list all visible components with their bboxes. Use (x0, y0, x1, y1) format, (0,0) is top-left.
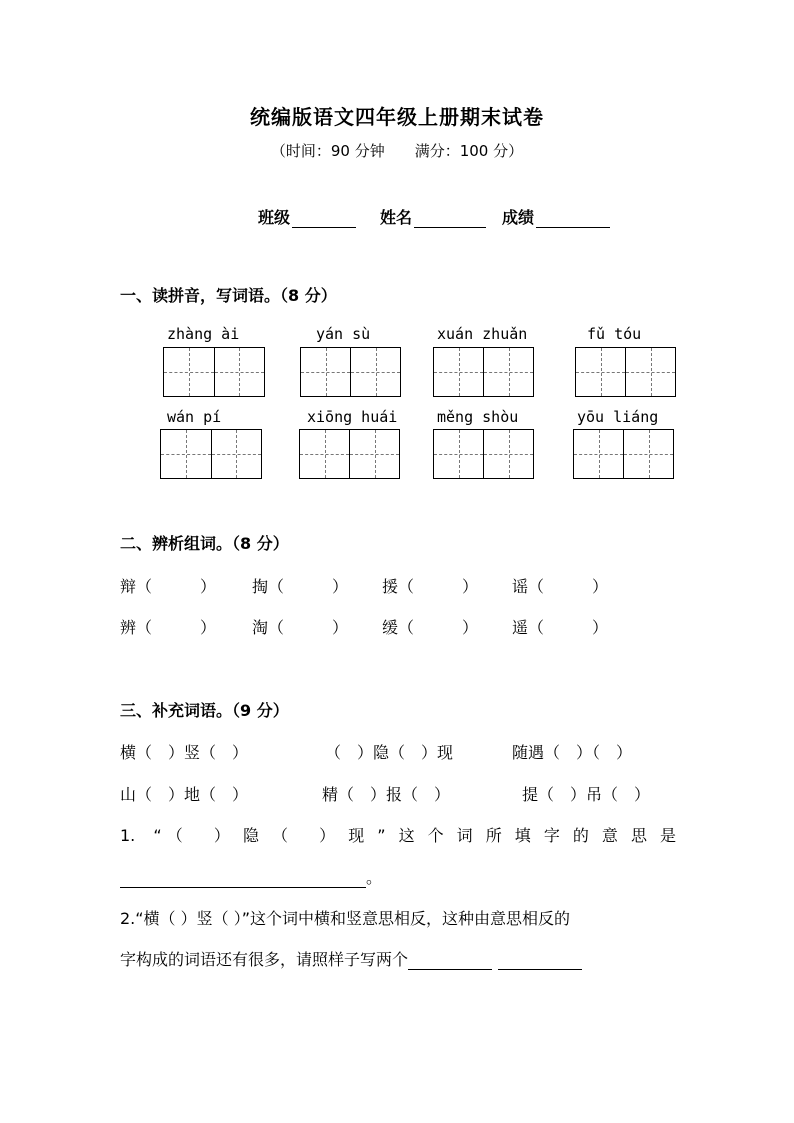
word-pair-item[interactable]: 辨（ ） (120, 618, 217, 637)
answer-blank[interactable] (408, 951, 492, 970)
writing-grid[interactable] (160, 429, 262, 479)
writing-grid[interactable] (573, 429, 674, 479)
pinyin-label: wán pí (167, 408, 222, 426)
writing-grid[interactable] (575, 347, 676, 397)
question-2-prompt: 字构成的词语还有很多，请照样子写两个 (120, 950, 409, 969)
name-field (380, 205, 486, 228)
pinyin-label: yōu liáng (577, 408, 659, 426)
pinyin-label: yán sù (316, 325, 371, 343)
answer-blank[interactable] (498, 951, 582, 970)
idiom-fill-item[interactable]: 精（ ）报（ ） (322, 785, 451, 804)
pinyin-label: xiōng huái (307, 408, 398, 426)
word-pair-item[interactable]: 援（ ） (382, 577, 479, 596)
section3-heading: 三、补充词语。（9 分） (120, 701, 289, 720)
writing-grid[interactable] (163, 347, 265, 397)
pinyin-label: měng shòu (437, 408, 519, 426)
idiom-fill-item[interactable]: 横（ ）竖（ ） (120, 743, 249, 762)
word-pair-item[interactable]: 辩（ ） (120, 577, 217, 596)
question-1-answer (120, 865, 382, 888)
word-pair-item[interactable]: 淘（ ） (252, 618, 349, 637)
answer-blank[interactable] (120, 869, 366, 888)
class-blank[interactable] (292, 209, 356, 228)
exam-subtitle: （时间：90 分钟 满分：100 分） (270, 142, 524, 160)
class-label: 班级 (258, 208, 291, 227)
pinyin-label: zhàng ài (167, 325, 240, 343)
word-pair-item[interactable]: 缓（ ） (382, 618, 479, 637)
name-blank[interactable] (414, 209, 486, 228)
writing-grid[interactable] (433, 429, 534, 479)
name-label: 姓名 (380, 208, 413, 227)
question-2-text (120, 947, 582, 970)
section2-heading: 二、辨析组词。（8 分） (120, 534, 289, 553)
score-field (502, 205, 610, 228)
idiom-fill-item[interactable]: （ ）隐（ ）现 (325, 743, 454, 762)
pinyin-label: fǔ tóu (587, 325, 642, 343)
pinyin-label: xuán zhuǎn (437, 325, 528, 343)
writing-grid[interactable] (300, 347, 401, 397)
question-2-text: 2.“横（ ）竖（ ）”这个词中横和竖意思相反，这种由意思相反的 (120, 909, 571, 928)
word-pair-item[interactable]: 谣（ ） (512, 577, 609, 596)
section1-heading: 一、读拼音，写词语。（8 分） (120, 286, 337, 305)
writing-grid[interactable] (299, 429, 400, 479)
idiom-fill-item[interactable]: 山（ ）地（ ） (120, 785, 249, 804)
writing-grid[interactable] (433, 347, 534, 397)
score-blank[interactable] (536, 209, 610, 228)
exam-title: 统编版语文四年级上册期末试卷 (250, 105, 544, 129)
idiom-fill-item[interactable]: 提（ ）吊（ ） (522, 785, 651, 804)
word-pair-item[interactable]: 掏（ ） (252, 577, 349, 596)
question-1-text: 1. “（ ）隐（ ）现”这个词所填字的意思是 (120, 826, 676, 845)
question-1-end: 。 (366, 868, 383, 887)
class-field (258, 205, 356, 228)
score-label: 成绩 (502, 208, 535, 227)
word-pair-item[interactable]: 遥（ ） (512, 618, 609, 637)
idiom-fill-item[interactable]: 随遇（ ）（ ） (512, 743, 633, 762)
